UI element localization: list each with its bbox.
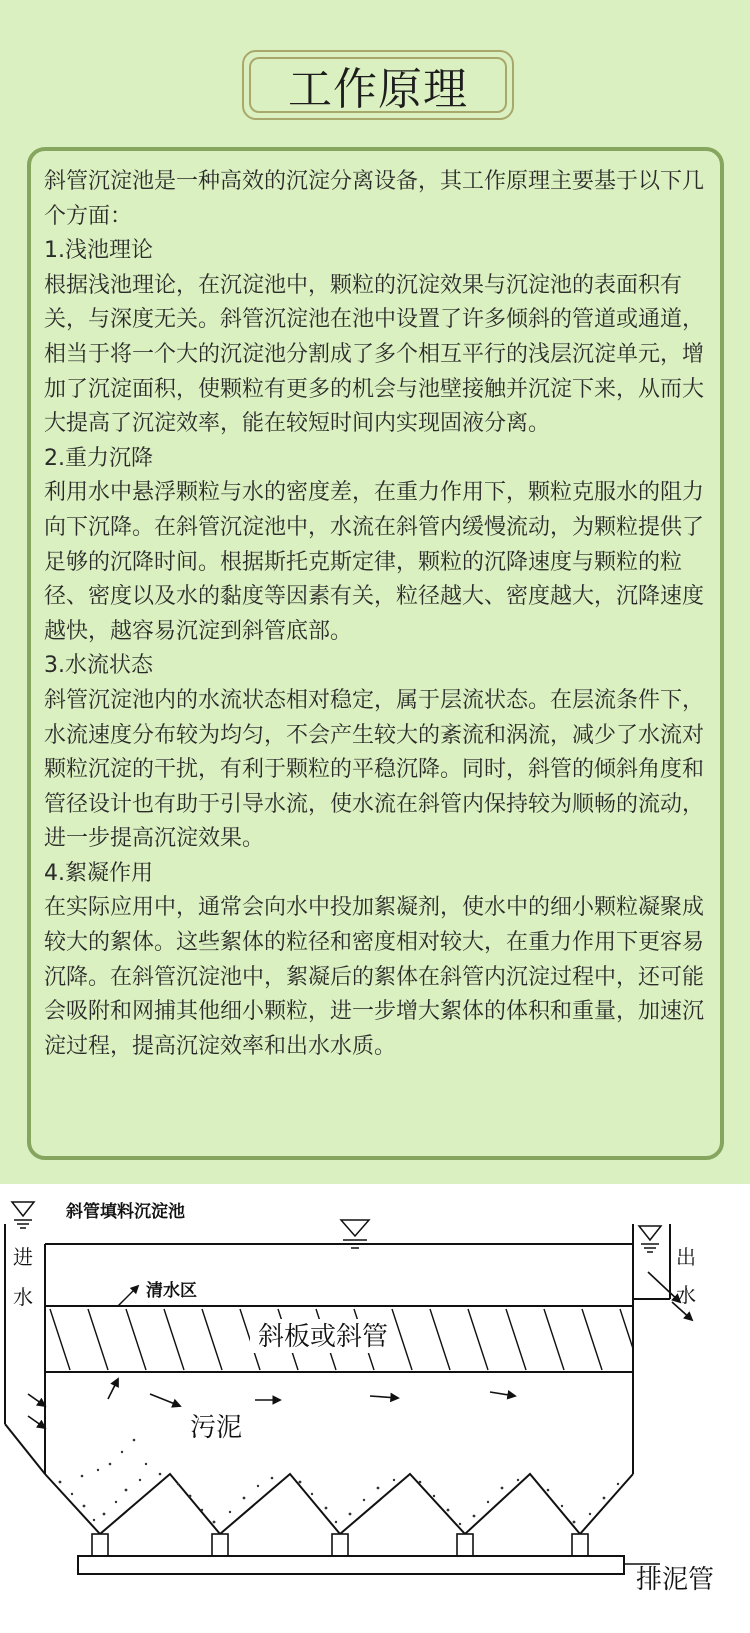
inlet-label: 水 [13,1285,33,1309]
page-title: 工作原理 [288,64,468,115]
intro-paragraph: 斜管沉淀池是一种高效的沉淀分离设备，其工作原理主要基于以下几个方面： [44,169,705,229]
drain-label: 排泥管 [636,1565,715,1595]
sedimentation-tank-diagram [0,1184,750,1633]
diagram-title: 斜管填料沉淀池 [66,1202,185,1222]
content-text [44,165,704,1064]
sludge-label: 污泥 [190,1413,243,1443]
outlet-label: 出 [676,1245,696,1269]
title-inner-frame [249,57,507,113]
section-body: 利用水中悬浮颗粒与水的密度差，在重力作用下，颗粒克服水的阻力向下沉降。在斜管沉淀池中，水流在斜管内缓慢流动，为颗粒提供了足够的沉降时间。根据斯托克斯定律，颗粒的沉降速度与颗粒的粒径、密度以及水的黏度等因素有关，粒径越大、密度越大，沉降速度越快，越容易沉淀到斜管底部。 [44,480,705,644]
section-body: 根据浅池理论，在沉淀池中，颗粒的沉淀效果与沉淀池的表面积有关，与深度无关。斜管沉淀池在池中设置了许多倾斜的管道或通道，相当于将一个大的沉淀池分割成了多个相互平行的浅层沉淀单元，增加了沉淀面积，使颗粒有更多的机会与池壁接触并沉淀下来，从而大大提高了沉淀效率，能在较短时间内实现固液分离。 [44,272,705,437]
inlet-label: 进 [13,1245,33,1269]
section-heading: 2.重力沉降 [44,445,153,471]
section-body: 斜管沉淀池内的水流状态相对稳定，属于层流状态。在层流条件下，水流速度分布较为均匀，不会产生较大的紊流和涡流，减少了水流对颗粒沉淀的干扰，有利于颗粒的平稳沉降。同时，斜管的倾斜角度和管径设计也有助于引导水流，使水流在斜管内保持较为顺畅的流动，进一步提高沉淀效果。 [44,687,705,852]
sludge-particles [59,1439,620,1526]
section-heading: 1.浅池理论 [44,238,153,264]
drain-pipe [78,1556,624,1574]
section-heading: 4.絮凝作用 [44,860,153,886]
drain-valves [92,1534,588,1556]
diagram-svg [0,1184,750,1633]
flow-arrow-icon [118,1286,138,1306]
outlet-label: 水 [676,1283,696,1307]
section-body: 在实际应用中，通常会向水中投加絮凝剂，使水中的细小颗粒凝聚成较大的絮体。这些絮体的粒径和密度相对较大，在重力作用下更容易沉降。在斜管沉淀池中，絮凝后的絮体在斜管内沉淀过程中，还可能会吸附和网捕其他细小颗粒，进一步增大絮体的体积和重量，加速沉淀过程，提高沉淀效率和出水水质。 [44,895,705,1059]
section-heading: 3.水流状态 [44,653,153,679]
title-frame [242,50,514,120]
plates-label: 斜板或斜管 [258,1322,389,1352]
sludge-hoppers [45,1474,633,1534]
clear-zone-label: 清水区 [146,1281,197,1301]
